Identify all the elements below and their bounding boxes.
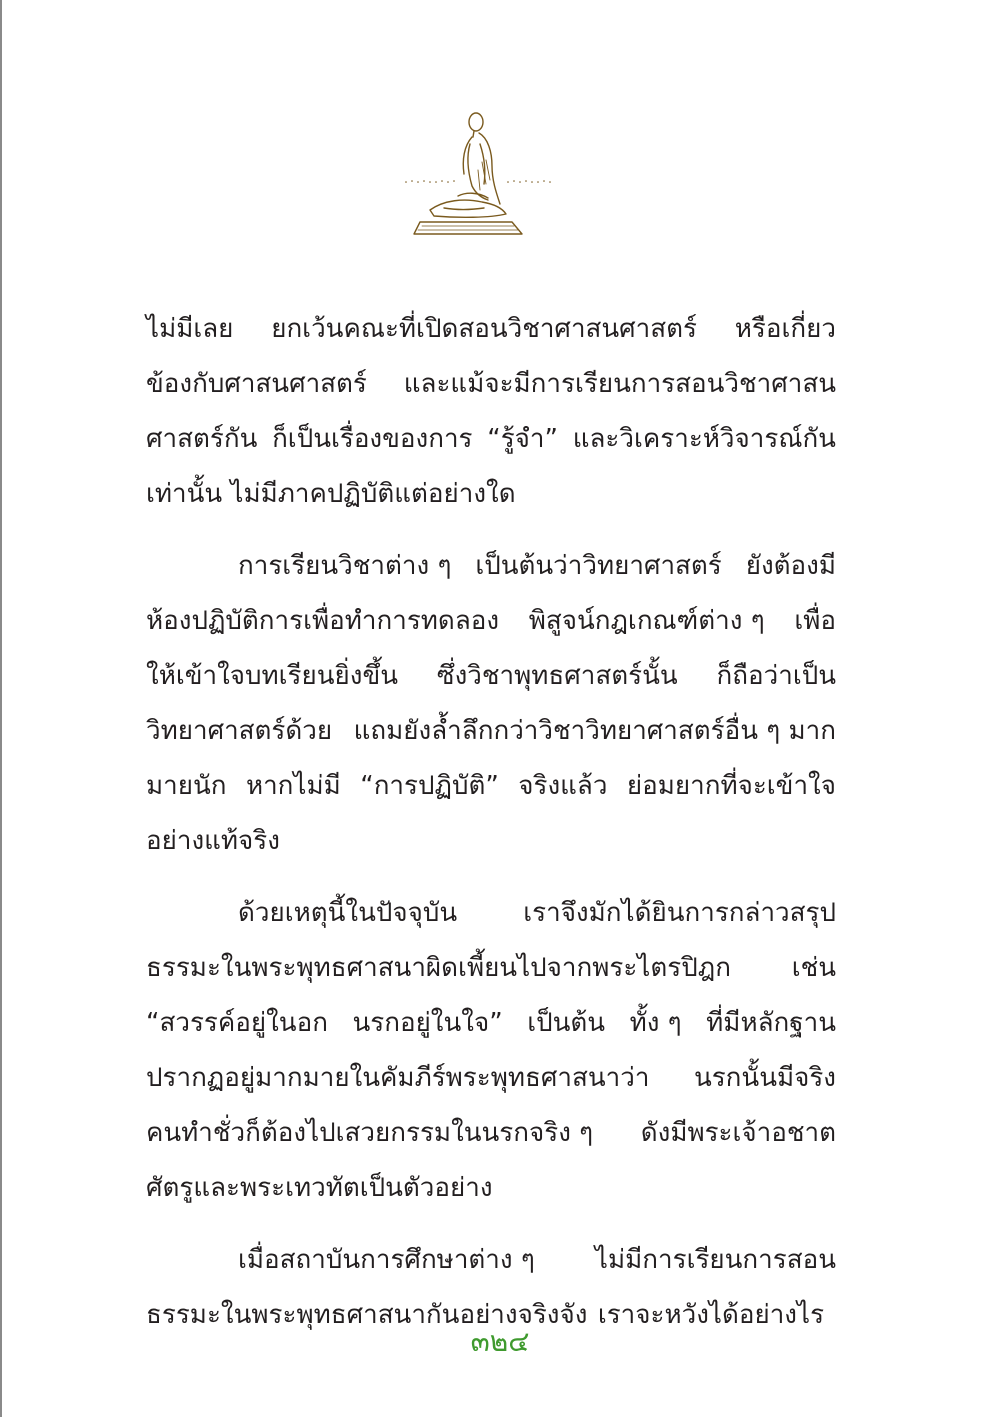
text-segment: เมื่อสถาบันการศึกษาต่าง ๆ [238,1245,535,1275]
text-segment: ดังมีพระเจ้าอชาต [640,1118,836,1148]
text-segment: ให้เข้าใจบทเรียนยิ่งขึ้น [146,661,399,691]
body-text [146,302,836,1360]
text-segment: ปรากฏอยู่มากมายในคัมภีร์พระพุทธศาสนาว่า [146,1063,650,1093]
text-segment: “การปฏิบัติ” [360,771,499,801]
text-line [146,467,836,522]
text-segment: ธรรมะในพระพุทธศาสนาผิดเพี้ยนไปจากพระไตรปิฎก [146,953,731,983]
text-line [146,412,836,467]
text-line [146,886,836,941]
text-segment: มายนัก [146,771,227,801]
text-segment: ห้องปฏิบัติการเพื่อทำการทดลอง [146,606,500,636]
text-segment: ด้วยเหตุนี้ในปัจจุบัน [238,898,458,928]
text-line [146,302,836,357]
text-segment: คนทำชั่วก็ต้องไปเสวยกรรมในนรกจริง ๆ [146,1118,594,1148]
page-number: ๓๒๔ [470,1325,530,1358]
text-line [146,539,836,594]
text-segment: อย่างแท้จริง [146,826,280,856]
text-segment: ข้องกับศาสนศาสตร์ [146,369,367,399]
text-line [146,594,836,649]
text-segment: การเรียนวิชาต่าง ๆ [238,551,452,581]
text-segment: นรกอยู่ในใจ” [352,1008,503,1038]
text-segment: ที่มีหลักฐาน [706,1008,836,1038]
text-line [146,996,836,1051]
text-segment: เช่น [791,953,836,983]
text-segment: วิทยาศาสตร์ด้วย [146,716,333,746]
text-line [146,357,836,412]
text-segment: และแม้จะมีการเรียนการสอนวิชาศาสน [403,369,836,399]
text-segment: “สวรรค์อยู่ในอก [146,1008,328,1038]
text-segment: เราจะหวังได้อย่างไร [597,1300,825,1330]
text-segment: หรือเกี่ยว [734,314,836,344]
text-segment: ก็เป็นเรื่องของการ [272,424,473,454]
text-segment: ไม่มีเลย [146,314,234,344]
meditating-monk-icon [400,100,560,245]
text-segment: ย่อมยากที่จะเข้าใจ [626,771,836,801]
text-segment: ก็ถือว่าเป็น [716,661,836,691]
text-segment: พิสูจน์กฎเกณฑ์ต่าง ๆ [528,606,765,636]
text-segment: ไม่มีการเรียนการสอน [594,1245,836,1275]
text-segment: ยกเว้นคณะที่เปิดสอนวิชาศาสนศาสตร์ [271,314,698,344]
text-segment: ทั้ง ๆ [629,1008,682,1038]
text-segment: “รู้จำ” [487,424,558,454]
text-line [146,1051,836,1106]
paragraph [146,886,836,1216]
text-line [146,649,836,704]
text-segment: ศาสตร์กัน [146,424,258,454]
text-segment: ยังต้องมี [745,551,836,581]
text-line [146,1233,836,1288]
text-segment: ซึ่งวิชาพุทธศาสตร์นั้น [436,661,678,691]
text-segment: เพื่อ [794,606,836,636]
text-segment: เป็นต้น [527,1008,606,1038]
text-segment: และวิเคราะห์วิจารณ์กัน [572,424,836,454]
text-segment: เป็นต้นว่าวิทยาศาสตร์ [475,551,722,581]
text-segment: ธรรมะในพระพุทธศาสนากันอย่างจริงจัง [146,1300,588,1330]
text-segment: หากไม่มี [245,771,341,801]
text-line [146,814,836,869]
paragraph [146,539,836,869]
text-segment: ศัตรูและพระเทวทัตเป็นตัวอย่าง [146,1173,493,1203]
text-line [146,1161,836,1216]
text-line [146,1106,836,1161]
text-line [146,759,836,814]
text-segment: เราจึงมักได้ยินการกล่าวสรุป [523,898,836,928]
paragraph [146,302,836,522]
text-line [146,941,836,996]
text-segment: นรกนั้นมีจริง [693,1063,836,1093]
text-segment: เท่านั้น ไม่มีภาคปฏิบัติแต่อย่างใด [146,479,516,509]
text-segment: แถมยังล้ำลึกกว่าวิชาวิทยาศาสตร์อื่น ๆ มาก [353,716,836,746]
text-segment: จริงแล้ว [518,771,608,801]
page-edge-rule [0,0,2,1417]
text-line [146,704,836,759]
